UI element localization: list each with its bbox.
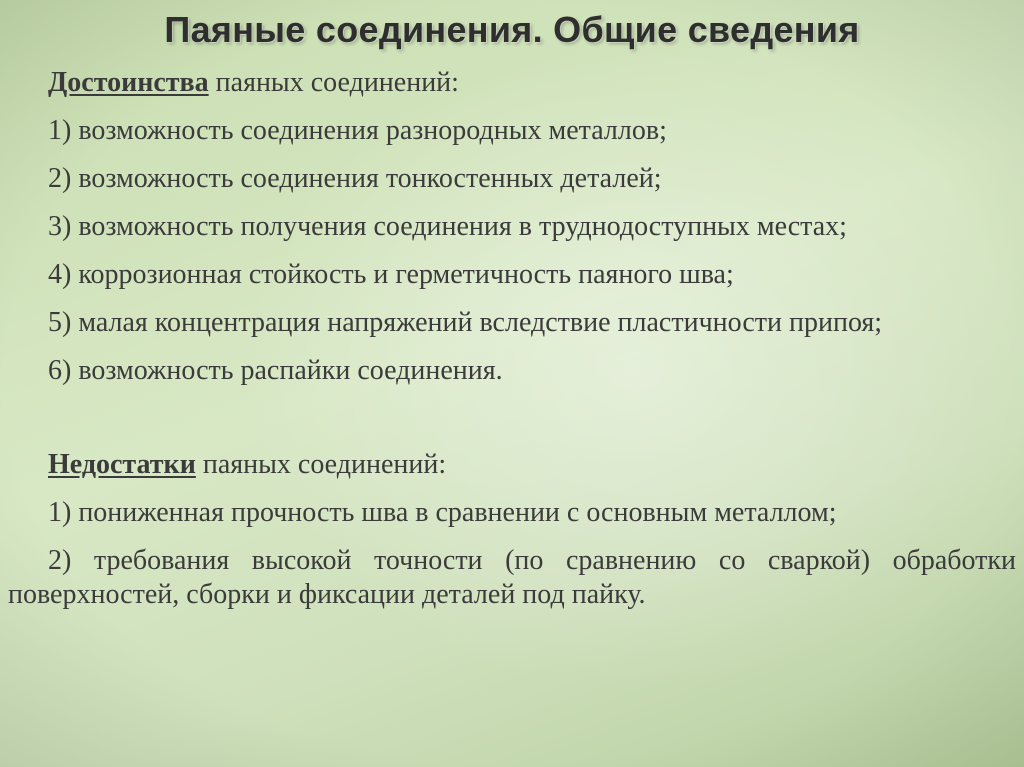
- advantage-item-3: 3) возможность получения соединения в труднодоступных местах;: [48, 211, 847, 242]
- advantages-heading: [8, 66, 1016, 100]
- advantages-heading-word: Достоинства: [48, 67, 209, 98]
- advantage-item-2: 2) возможность соединения тонкостенных деталей;: [48, 163, 662, 194]
- disadvantages-heading-word: Недостатки: [48, 449, 196, 480]
- advantage-item-4: 4) коррозионная стойкость и герметичность паяного шва;: [48, 259, 734, 290]
- advantages-heading-rest: паяных соединений:: [208, 67, 459, 98]
- disadvantage-item-2: 2) требования высокой точности (по сравнению со сваркой) обработки поверхностей, сборки и фиксации деталей под пайку.: [8, 545, 1016, 610]
- disadvantages-heading: [8, 448, 1016, 482]
- disadvantages-heading-rest: паяных соединений:: [195, 449, 447, 480]
- slide-content: [8, 66, 1016, 626]
- advantage-item-5: 5) малая концентрация напряжений вследствие пластичности припоя;: [48, 307, 883, 338]
- disadvantage-item-1: 1) пониженная прочность шва в сравнении с основным металлом;: [48, 497, 837, 528]
- slide-title: Паяные соединения. Общие сведения: [164, 9, 860, 50]
- advantage-item-1: 1) возможность соединения разнородных металлов;: [48, 115, 667, 146]
- advantage-item-6: 6) возможность распайки соединения.: [48, 355, 503, 386]
